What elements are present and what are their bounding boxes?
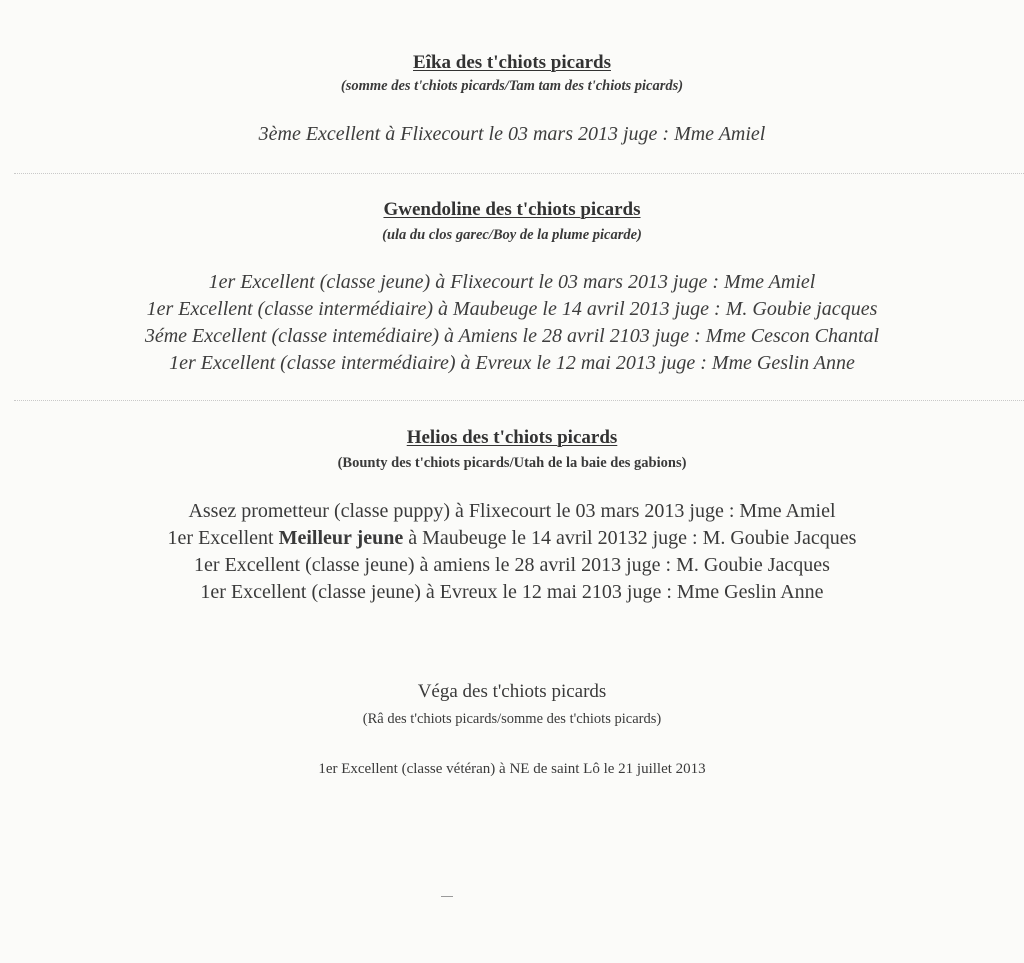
dog-name-eika: Eîka des t'chiots picards [413,52,611,73]
result-gwendoline-3: 3éme Excellent (classe intemédiaire) à Amiens le 28 avril 2103 juge : Mme Cescon Chantal [144,325,880,347]
result-vega-1: 1er Excellent (classe vétéran) à NE de saint Lô le 21 juillet 2013 [318,761,706,777]
result-gwendoline-1: 1er Excellent (classe jeune) à Flixecourt le 03 mars 2013 juge : Mme Amiel [208,271,816,293]
meilleur-jeune-highlight: Meilleur jeune [278,527,404,549]
parents-gwendoline: (ula du clos garec/Boy de la plume picarde) [382,227,642,243]
result-gwendoline-4: 1er Excellent (classe intermédiaire) à Evreux le 12 mai 2013 juge : Mme Geslin Anne [169,352,855,374]
result-helios-2-before: 1er Excellent [167,527,279,549]
result-eika-1: 3ème Excellent à Flixecourt le 03 mars 2013 juge : Mme Amiel [258,123,766,145]
result-helios-2 [0,528,1024,548]
result-helios-1: Assez prometteur (classe puppy) à Flixecourt le 03 mars 2013 juge : Mme Amiel [188,500,836,522]
parents-eika: (somme des t'chiots picards/Tam tam des t'chiots picards) [340,78,684,94]
parents-vega: (Râ des t'chiots picards/somme des t'chiots picards) [362,711,662,727]
result-gwendoline-2: 1er Excellent (classe intermédiaire) à Maubeuge le 14 avril 2013 juge : M. Goubie jacques [146,298,878,320]
parents-helios: (Bounty des t'chiots picards/Utah de la baie des gabions) [337,455,687,471]
section-divider [14,173,1024,174]
dog-name-helios: Helios des t'chiots picards [406,427,618,448]
scan-speck [441,896,453,897]
section-divider [14,400,1024,401]
result-helios-2-after: à Maubeuge le 14 avril 20132 juge : M. Goubie Jacques [403,527,857,549]
result-helios-4: 1er Excellent (classe jeune) à Evreux le 12 mai 2103 juge : Mme Geslin Anne [200,581,824,603]
dog-name-gwendoline: Gwendoline des t'chiots picards [383,199,641,220]
dog-name-vega: Véga des t'chiots picards [417,681,607,702]
result-helios-3: 1er Excellent (classe jeune) à amiens le 28 avril 2013 juge : M. Goubie Jacques [194,554,830,576]
